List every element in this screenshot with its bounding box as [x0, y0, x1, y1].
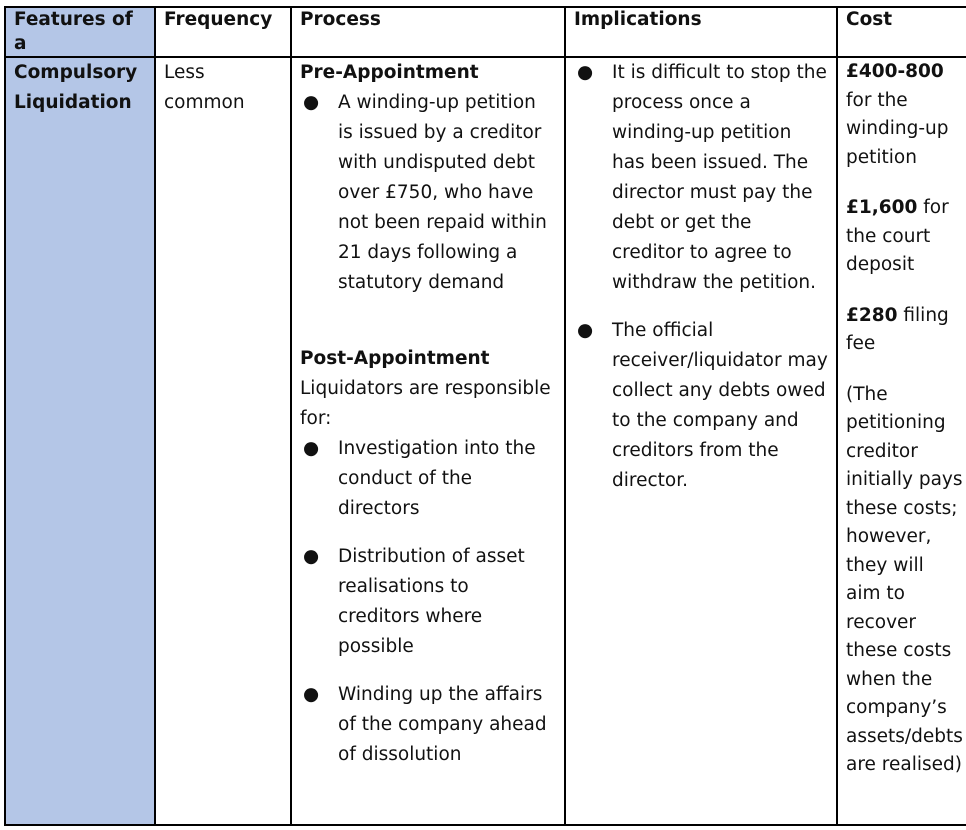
bullet-icon: ● — [303, 684, 320, 705]
bullet-icon: ● — [577, 62, 594, 83]
list-item — [300, 680, 556, 770]
header-frequency: Frequency — [155, 7, 291, 57]
cost-petition — [846, 58, 964, 172]
header-cost: Cost — [837, 7, 966, 57]
bullet-icon: ● — [303, 546, 320, 567]
cost-deposit — [846, 194, 964, 280]
cost-deposit-text: for the court deposit — [846, 197, 949, 275]
cost-note: (The petitioning creditor initially pays these costs; however, they will aim to recover these costs when the company’s assets/debts are realised) — [846, 383, 963, 775]
table-row — [5, 57, 966, 825]
list-item — [574, 316, 828, 496]
cost-deposit-amount: £1,600 — [846, 197, 918, 218]
pre-appointment-title: Pre-Appointment — [300, 62, 479, 83]
list-item-text: The official receiver/liquidator may collect any debts owed to the company and creditors from the director. — [612, 320, 828, 491]
header-row — [5, 7, 966, 57]
feature-name: Compulsory Liquidation — [14, 62, 138, 113]
list-item-text: Winding up the affairs of the company ahead of dissolution — [338, 684, 547, 765]
list-item — [574, 58, 828, 298]
list-item-text: It is difficult to stop the process once a winding-up petition has been issued. The director must pay the debt or get the creditor to agree to withdraw the petition. — [612, 62, 827, 293]
liquidation-table — [4, 6, 966, 826]
frequency-value: Less common — [164, 62, 245, 113]
list-item-text: Distribution of asset realisations to creditors where possible — [338, 546, 525, 657]
bullet-icon: ● — [303, 92, 320, 113]
list-item — [300, 88, 556, 298]
list-item — [300, 434, 556, 524]
header-implications: Implications — [565, 7, 837, 57]
feature-cell — [5, 57, 155, 825]
header-process: Process — [291, 7, 565, 57]
bullet-icon: ● — [303, 438, 320, 459]
cost-cell — [837, 57, 966, 825]
post-appointment-title: Post-Appointment — [300, 348, 490, 369]
pre-appointment-list — [300, 88, 556, 298]
header-features: Features of a — [5, 7, 155, 57]
post-appointment-list — [300, 434, 556, 770]
post-appointment-intro: Liquidators are responsible for: — [300, 378, 551, 429]
process-cell — [291, 57, 565, 825]
implications-list — [574, 58, 828, 496]
cost-petition-text: for the winding-up petition — [846, 89, 949, 168]
cost-petition-amount: £400-800 — [846, 61, 944, 82]
list-item-text: Investigation into the conduct of the directors — [338, 438, 536, 519]
list-item — [300, 542, 556, 662]
cost-filing-text: filing fee — [846, 304, 949, 354]
cost-filing — [846, 302, 964, 359]
implications-cell — [565, 57, 837, 825]
frequency-cell — [155, 57, 291, 825]
list-item-text: A winding-up petition is issued by a creditor with undisputed debt over £750, who have not been repaid within 21 days following a statutory demand — [338, 92, 547, 293]
cost-filing-amount: £280 — [846, 304, 898, 326]
bullet-icon: ● — [577, 320, 594, 341]
